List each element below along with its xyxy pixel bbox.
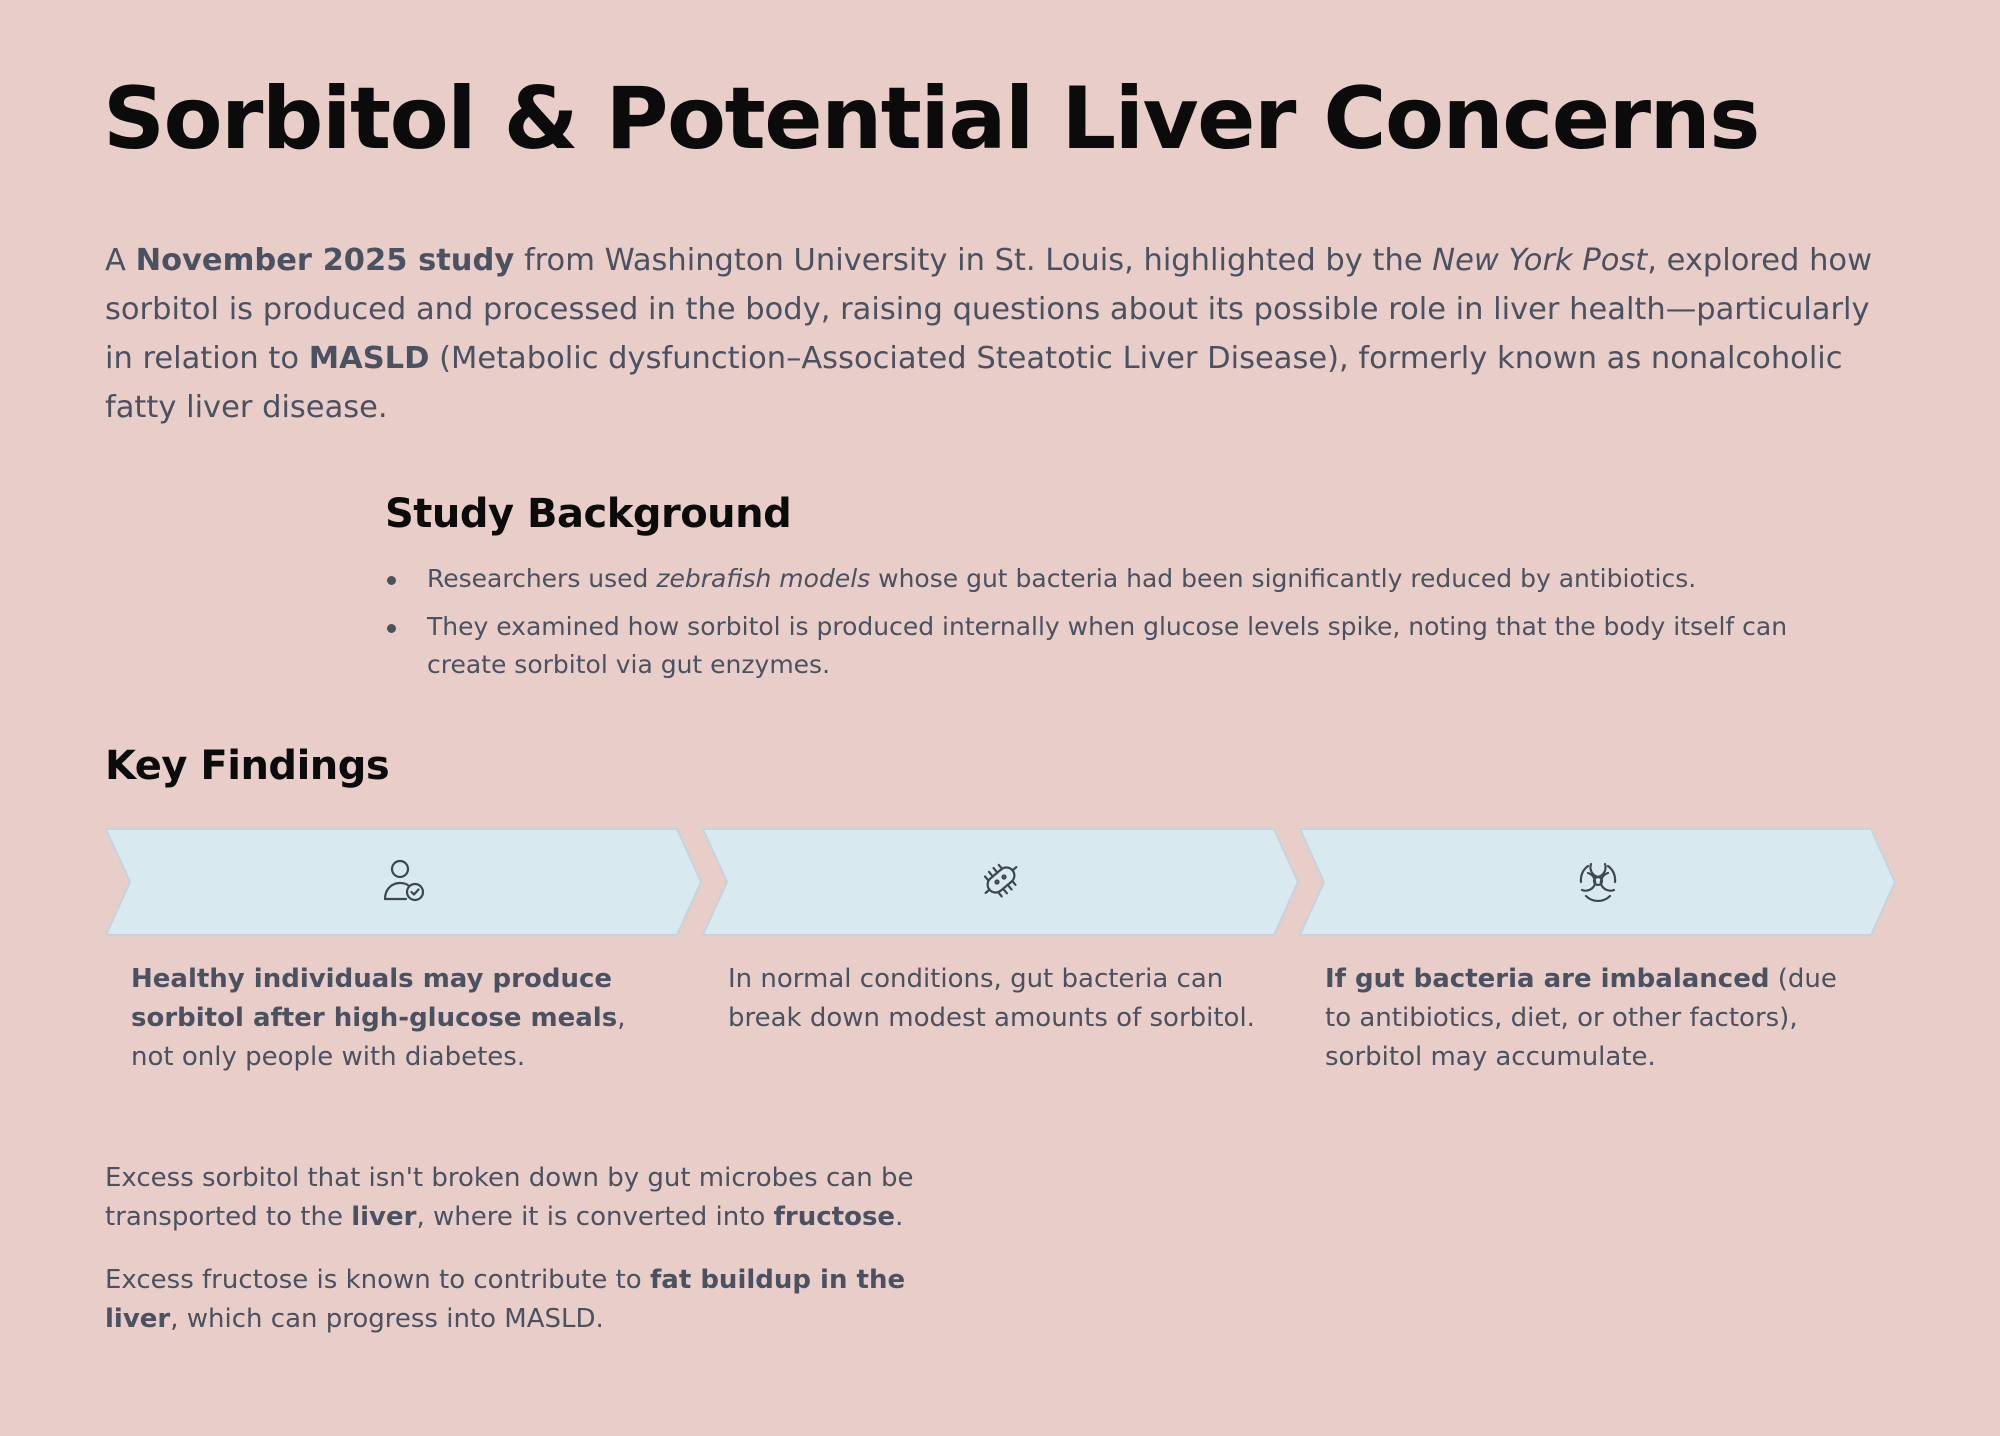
conclusion-text: Excess sorbitol that isn't broken down by gut microbes can be transported to the (105, 1163, 914, 1232)
intro-study-date: November 2025 study (135, 243, 515, 278)
key-findings-heading: Key Findings (105, 743, 390, 789)
bullet-dot-icon (387, 624, 396, 633)
intro-masld: MASLD (308, 341, 430, 376)
bacteria-icon (977, 856, 1025, 904)
page-title: Sorbitol & Potential Liver Concerns (103, 69, 1759, 169)
intro-text: , explored how sorbitol is produced and processed in the body, raising questions about its possible role in liver health—particularly in relation to (105, 243, 1873, 376)
intro-text: A (105, 243, 136, 278)
conclusion-paragraph-2 (105, 1261, 925, 1339)
conclusion-text: . (895, 1202, 904, 1232)
finding-3-text (1325, 960, 1870, 1077)
study-background-heading: Study Background (385, 491, 792, 537)
key-findings-section (105, 742, 389, 790)
list-item (385, 608, 1825, 684)
finding-1-text (131, 960, 676, 1077)
conclusion-text: , which can progress into MASLD. (170, 1304, 604, 1334)
finding-1-rest: , not only people with diabetes. (131, 1003, 626, 1072)
chevron-step-2 (702, 828, 1299, 936)
finding-3-rest: (due to antibiotics, diet, or other factors), sorbitol may accumulate. (1325, 964, 1837, 1072)
intro-publication: New York Post (1432, 243, 1648, 278)
bullet-text: They examined how sorbitol is produced internally when glucose levels spike, noting that the body itself can create sorbitol via gut enzymes. (427, 612, 1788, 679)
conclusion-text: , where it is converted into (416, 1202, 774, 1232)
finding-2-text (728, 960, 1273, 1038)
conclusion-bold: fructose (773, 1202, 896, 1232)
chevron-step-1 (105, 828, 702, 936)
conclusion-bold: fat buildup in the liver (105, 1265, 906, 1334)
bullet-text: whose gut bacteria had been significantly reduced by antibiotics. (870, 564, 1697, 593)
finding-2-rest: In normal conditions, gut bacteria can break down modest amounts of sorbitol. (728, 964, 1255, 1033)
bullet-italic: zebrafish models (656, 564, 871, 593)
conclusion-bold: liver (351, 1202, 417, 1232)
intro-text: from Washington University in St. Louis, highlighted by the (514, 243, 1433, 278)
conclusion-text: Excess fructose is known to contribute to (105, 1265, 650, 1295)
list-item (385, 560, 1825, 598)
user-check-icon (380, 856, 428, 904)
finding-1-bold: Healthy individuals may produce sorbitol after high-glucose meals (131, 964, 618, 1033)
chevron-step-3 (1299, 828, 1896, 936)
bullet-text: Researchers used (427, 564, 657, 593)
finding-3-bold: If gut bacteria are imbalanced (1325, 964, 1770, 994)
conclusion-paragraph-1 (105, 1159, 925, 1237)
key-findings-chevrons (105, 828, 1895, 936)
intro-text: (Metabolic dysfunction–Associated Steatotic Liver Disease), formerly known as nonalcoholic fatty liver disease. (105, 341, 1843, 425)
study-background-section (385, 490, 1825, 694)
study-background-list (385, 560, 1825, 684)
bullet-dot-icon (387, 576, 396, 585)
intro-paragraph (105, 236, 1885, 432)
biohazard-icon (1574, 856, 1622, 904)
